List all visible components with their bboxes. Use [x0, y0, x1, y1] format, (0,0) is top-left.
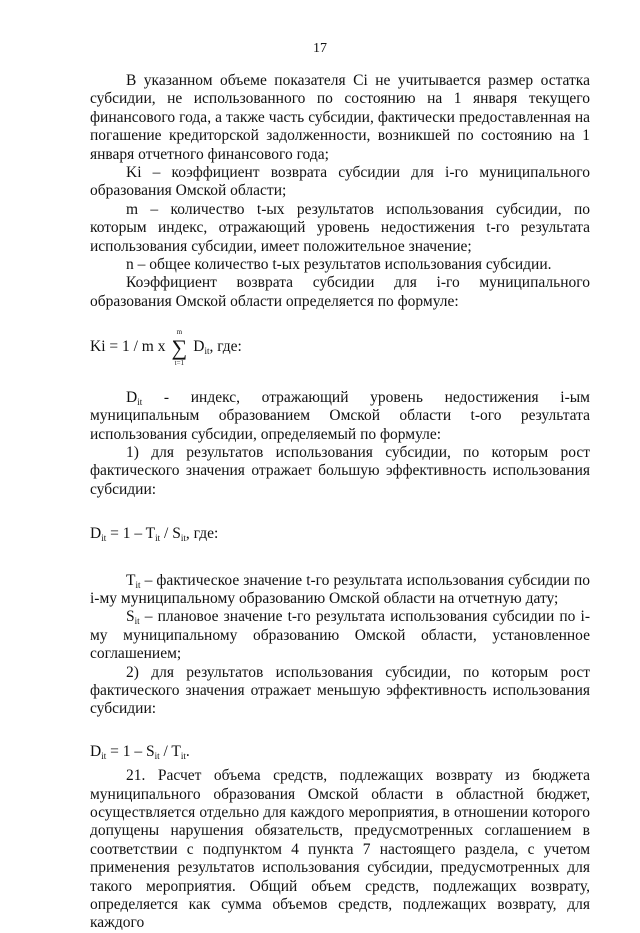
paragraph-m-definition: m – количество t-ых результатов использования субсидии, по которым индекс, отражающий уровень недостижения t-го результата использования субсидии, имеет положительное значение;: [90, 200, 590, 255]
summation-symbol: [169, 328, 189, 368]
paragraph-n-definition: n – общее количество t-ых результатов использования субсидии.: [126, 256, 552, 274]
formula-dit-case-1: [90, 525, 590, 543]
sit-definition-text: – плановое значение t-го результата использования субсидии по i-му муниципальному образованию Омской области, установленное соглашением;: [90, 608, 590, 663]
paragraph-sit-definition: [90, 608, 590, 663]
formula-dit-case-2: [90, 743, 590, 761]
formula-2-d: D: [90, 525, 102, 543]
formula-3-d: D: [90, 742, 102, 760]
formula-ki-tail: , где:: [209, 338, 242, 356]
dit-subscript: it: [137, 396, 143, 407]
sit-subscript: it: [134, 616, 140, 627]
paragraph-ki-definition: Ki – коэффициент возврата субсидии для i-го муниципального образования Омской области;: [90, 164, 590, 200]
tit-subscript: it: [135, 579, 141, 590]
formula-2-d-sub: it: [101, 533, 107, 544]
paragraph-case-1: 1) для результатов использования субсидии, по которым рост фактического значения отражает большую эффективность использования субсидии:: [90, 443, 590, 498]
document-body: [90, 72, 590, 933]
paragraph-case-2: 2) для результатов использования субсидии, по которым рост фактического значения отражает меньшую эффективность использования субсидии:: [90, 663, 590, 718]
page-number: 17: [313, 41, 327, 56]
dit-symbol: D: [126, 388, 138, 406]
formula-2-t: = 1 – T: [106, 525, 156, 543]
formula-2-s-sub: it: [180, 533, 186, 544]
sigma-icon: ∑: [171, 335, 188, 361]
paragraph-tit-definition: [90, 572, 590, 609]
summation-lower-limit: t=1: [174, 359, 185, 368]
formula-3-t: / T: [159, 742, 181, 760]
tit-definition-text: – фактическое значение t-го результата использования субсидии по i-му муниципальному образованию Омской области на отчетную дату;: [90, 571, 590, 607]
formula-3-d-sub: it: [101, 750, 107, 761]
formula-ki: [90, 328, 590, 368]
formula-2-s: / S: [160, 525, 181, 543]
dit-definition-text: - индекс, отражающий уровень недостижения i-ым муниципальным образованием Омской области t-ого результата использования субсидии, определяемый по формуле:: [90, 388, 590, 443]
paragraph-21: 21. Расчет объема средств, подлежащих возврату из бюджета муниципального образования Омской области в областной бюджет, осуществляется отдельно для каждого мероприятия, в отношении которого допущены нарушения обязательств, предусмотренных соглашением в соответствии с подпунктом 4 пункта 7 настоящего раздела, с учетом применения результатов использования субсидии, предусмотренных для такого мероприятия. Общий объем средств, подлежащих возврату, определяется как сумма объемов средств, подлежащих возврату, для каждого: [90, 767, 590, 932]
formula-2-tail: , где:: [185, 525, 219, 543]
tit-symbol: T: [126, 571, 136, 589]
formula-2-t-sub: it: [155, 533, 161, 544]
paragraph-ci-note: В указанном объеме показателя Ci не учитывается размер остатка субсидии, не использованного по состоянию на 1 января текущего финансового года, а также часть субсидии, фактически предоставленная на погашение кредиторской задолженности, возникшей по состоянию на 1 января отчетного финансового года;: [90, 72, 590, 163]
formula-3-s-sub: it: [154, 750, 160, 761]
summation-upper-limit: m: [176, 328, 183, 337]
paragraph-dit-definition: [90, 389, 590, 444]
formula-3-tail: .: [185, 742, 190, 760]
paragraph-ki-formula-intro: Коэффициент возврата субсидии для i-го муниципального образования Омской области определяется по формуле:: [90, 274, 590, 310]
formula-ki-lhs: Ki = 1 / m x: [90, 338, 166, 356]
formula-ki-term: D: [193, 338, 205, 356]
formula-3-s: = 1 – S: [106, 742, 155, 760]
formula-3-t-sub: it: [180, 750, 186, 761]
sit-symbol: S: [126, 608, 135, 626]
formula-ki-term-subscript: it: [204, 346, 210, 357]
